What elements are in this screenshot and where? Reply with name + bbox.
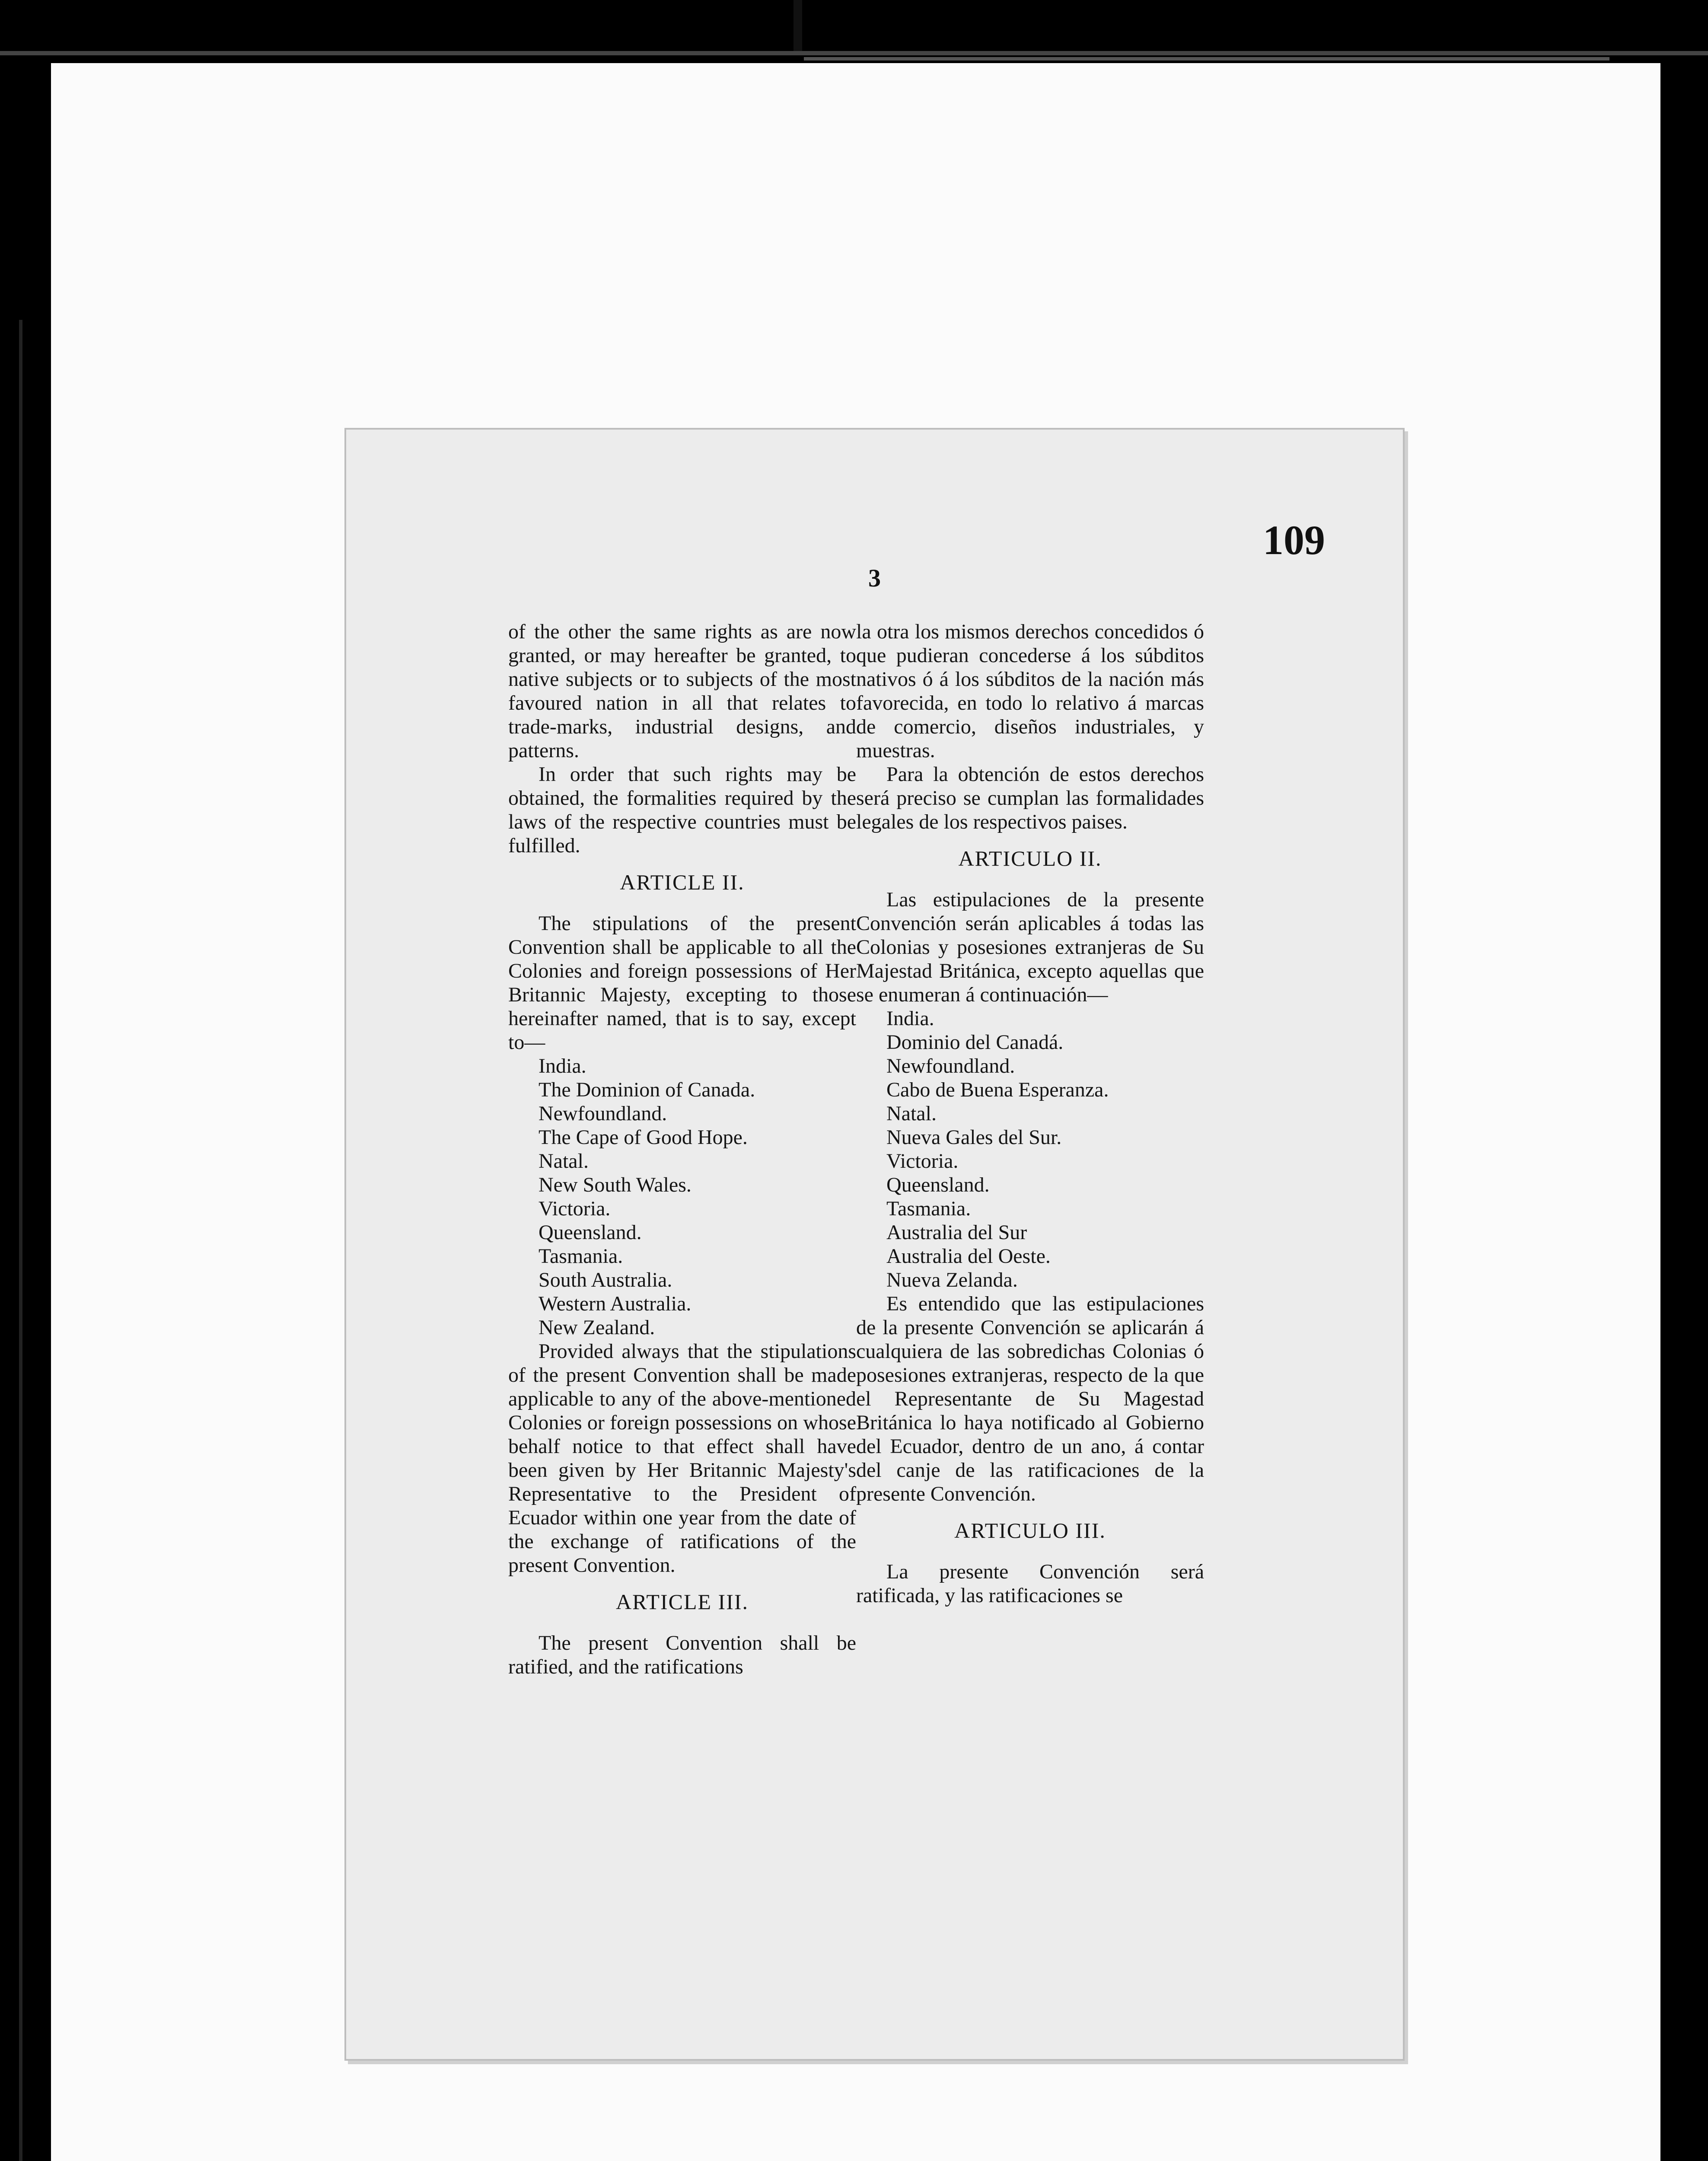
list-item: Natal. [539, 1150, 589, 1173]
folio-number: 109 [1263, 517, 1325, 563]
list-item: New Zealand. [539, 1316, 655, 1339]
spanish-article-2-intro: Las estipulaciones de la presente Convención serán aplicables á todas las Colonias y posesiones extranjeras de Su Majestad Británica, excepto aquellas que se enumeran á continuación— [856, 888, 1204, 1006]
spanish-article-2-heading: ARTICULO II. [958, 846, 1102, 870]
list-item: Newfoundland. [886, 1055, 1015, 1077]
list-item: New South Wales. [539, 1173, 691, 1196]
english-article-3-text: The present Convention shall be ratified, and the ratifications [508, 1632, 856, 1678]
page-number: 3 [868, 564, 881, 592]
list-item: Victoria. [539, 1197, 611, 1220]
english-para-1: of the other the same rights as are now granted, or may hereafter be granted, to native subjects or to subjects of the most favoured nation in all that relates to trade-marks, industrial designs, and patterns. [508, 620, 856, 762]
spanish-para-2: Para la obtención de estos derechos será preciso se cumplan las formalidades legales de los respectivos paises. [856, 763, 1204, 833]
spanish-para-1: la otra los mismos derechos concedidos ó que pudieran concederse á los súbditos nativos ó á los súbditos de la nación más favorecida, en todo lo relativo á marcas de comercio, diseños industriales, y muestras. [856, 620, 1204, 762]
list-item: Australia del Sur [886, 1221, 1027, 1244]
list-item: Tasmania. [886, 1197, 971, 1220]
list-item: Natal. [886, 1102, 937, 1125]
list-item: Queensland. [886, 1173, 990, 1196]
english-exception-list [508, 1054, 856, 1339]
list-item: Tasmania. [539, 1245, 623, 1268]
list-item: India. [886, 1007, 934, 1030]
english-article-3-heading: ARTICLE III. [615, 1590, 749, 1614]
list-item: Dominio del Canadá. [886, 1031, 1064, 1054]
list-item: Newfoundland. [539, 1102, 667, 1125]
spanish-column [856, 620, 1204, 1607]
document-page [344, 428, 1405, 2061]
left-edge-line [19, 320, 22, 2161]
english-proviso: Provided always that the stipulations of the present Convention shall be made applicable to any of the above-mentioned Colonies or foreign possessions on whose behalf notice to that effect shall have been given by Her Britannic Majesty's Representative to the President of Ecuador within one year from the date of the exchange of ratifications of the present Convention. [508, 1340, 856, 1577]
english-column [508, 620, 856, 1679]
list-item: Nueva Gales del Sur. [886, 1126, 1062, 1149]
spanish-article-3-heading: ARTICULO III. [954, 1518, 1106, 1543]
list-item: Nueva Zelanda. [886, 1269, 1018, 1291]
spanish-proviso: Es entendido que las estipulaciones de la presente Convención se aplicarán á cualquiera de las sobredichas Colonias ó posesiones extranjeras, respecto de la que el Representante de Su Magestad Británica lo haya notificado al Gobierno del Ecuador, dentro de un ano, á contar del canje de las ratificaciones de la presente Convención. [856, 1292, 1204, 1505]
list-item: Queensland. [539, 1221, 642, 1244]
top-rule [0, 51, 1708, 55]
spanish-article-3-text: La presente Convención será ratificada, y las ratificaciones se [856, 1560, 1204, 1607]
top-rule-secondary [804, 57, 1609, 61]
spanish-exception-list [856, 1007, 1204, 1292]
list-item: Australia del Oeste. [886, 1245, 1051, 1268]
list-item: The Cape of Good Hope. [539, 1126, 748, 1149]
list-item: Victoria. [886, 1150, 959, 1173]
english-para-2: In order that such rights may be obtained, the formalities required by the laws of the respective countries must be fulfilled. [508, 763, 856, 857]
list-item: Cabo de Buena Esperanza. [886, 1078, 1109, 1101]
english-article-2-intro: The stipulations of the present Convention shall be applicable to all the Colonies and foreign possessions of Her Britannic Majesty, excepting to those hereinafter named, that is to say, except to— [508, 912, 856, 1054]
list-item: South Australia. [539, 1269, 672, 1291]
frame-tick-mark [793, 0, 802, 51]
list-item: The Dominion of Canada. [539, 1078, 755, 1101]
english-article-2-heading: ARTICLE II. [620, 870, 745, 894]
list-item: India. [539, 1055, 586, 1077]
list-item: Western Australia. [539, 1292, 691, 1315]
